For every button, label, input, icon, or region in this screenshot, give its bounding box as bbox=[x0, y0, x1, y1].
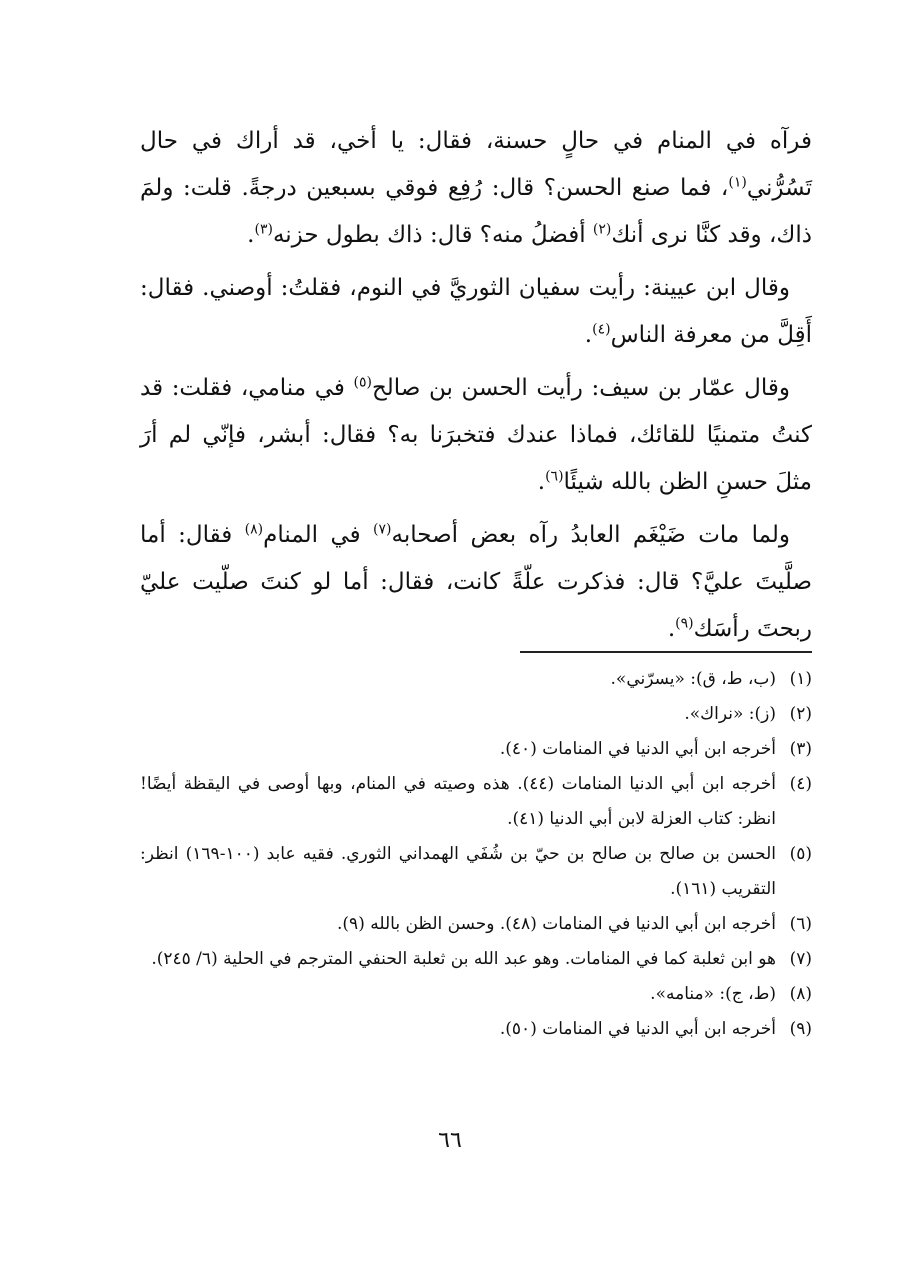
footnote-7 bbox=[140, 942, 812, 977]
footnote-9 bbox=[140, 1012, 812, 1047]
footnote-text: أخرجه ابن أبي الدنيا في المنامات (٥٠). bbox=[499, 1019, 776, 1039]
footnote-ref-1: (١) bbox=[728, 174, 747, 191]
footnote-1 bbox=[140, 662, 812, 697]
text-segment: في المنام bbox=[263, 522, 374, 548]
footnote-text: أخرجه ابن أبي الدنيا في المنامات (٤٠). bbox=[499, 739, 776, 759]
text-segment: أفضلُ منه؟ قال: ذاك بطول حزنه bbox=[272, 222, 593, 248]
footnote-ref-6: (٦) bbox=[545, 468, 564, 485]
footnote-number: (٨) bbox=[789, 984, 812, 1004]
text-segment: . bbox=[537, 469, 546, 495]
footnote-text: الحسن بن صالح بن صالح بن حيّ بن شُفَي الهمداني الثوري. فقيه عابد (١٠٠-١٦٩) انظر: التقريب (١٦١). bbox=[140, 844, 776, 899]
paragraph-2 bbox=[140, 265, 812, 359]
footnote-text: (ط، ج): «منامه». bbox=[650, 984, 776, 1004]
footnote-ref-2: (٢) bbox=[592, 221, 612, 238]
footnote-number: (٤) bbox=[789, 774, 812, 794]
text-segment: وقال ابن عيينة: رأيت سفيان الثوريَّ في النوم، فقلتُ: أوصني. فقال: أَقِلَّ من معرفة الناس bbox=[140, 275, 812, 348]
footnotes-list bbox=[140, 662, 812, 1047]
paragraph-1 bbox=[140, 118, 812, 259]
footnote-text: (ز): «نراك». bbox=[684, 704, 776, 724]
text-segment: فقال: أما صلَّيتَ عليَّ؟ قال: فذكرت علّةً كانت، فقال: أما لو كنتَ صلّيت عليّ ربحتَ رأسَك bbox=[140, 522, 812, 642]
footnote-text: (ب، ط، ق): «يسرّني». bbox=[610, 669, 776, 689]
footnote-4 bbox=[140, 767, 812, 837]
footnote-text: أخرجه ابن أبي الدنيا في المنامات (٤٨). وحسن الظن بالله (٩). bbox=[337, 914, 776, 934]
text-segment: ولما مات ضَيْغَم العابدُ رآه بعض أصحابه bbox=[391, 522, 791, 548]
footnote-number: (٣) bbox=[789, 739, 812, 759]
page-number: ٦٦ bbox=[438, 1128, 462, 1153]
footnote-8 bbox=[140, 977, 812, 1012]
footnote-ref-3: (٣) bbox=[254, 221, 273, 238]
footnote-text: هو ابن ثعلبة كما في المنامات. وهو عبد الله بن ثعلبة الحنفي المترجم في الحلية (٦/ ٢٤٥). bbox=[151, 949, 776, 969]
footnote-number: (١) bbox=[789, 669, 812, 689]
footnote-6 bbox=[140, 907, 812, 942]
text-segment: وقال عمّار بن سيف: رأيت الحسن بن صالح bbox=[371, 375, 790, 401]
footnote-3 bbox=[140, 732, 812, 767]
footnote-ref-8: (٨) bbox=[244, 521, 264, 538]
footnote-ref-9: (٩) bbox=[675, 615, 694, 632]
text-segment: . bbox=[584, 322, 593, 348]
text-segment: فرآه في المنام في حالٍ حسنة، فقال: يا أخي، قد أراك في حال تَسُرُّني bbox=[140, 128, 812, 201]
footnote-ref-7: (٧) bbox=[373, 521, 392, 538]
footnote-number: (٢) bbox=[789, 704, 812, 724]
text-segment: ، فما صنع الحسن؟ قال: رُفِع فوقي بسبعين درجةً. قلت: ولمَ ذاك، وقد كنَّا نرى أنك bbox=[140, 175, 812, 248]
footnote-2 bbox=[140, 697, 812, 732]
footnote-text: أخرجه ابن أبي الدنيا المنامات (٤٤). هذه وصيته في المنام، وبها أوصى في اليقظة أيضًا! انظر: كتاب العزلة لابن أبي الدنيا (٤١). bbox=[140, 774, 776, 829]
footnote-number: (٥) bbox=[789, 844, 812, 864]
footnote-number: (٧) bbox=[789, 949, 812, 969]
text-segment: . bbox=[247, 222, 255, 248]
paragraph-3 bbox=[140, 365, 812, 506]
footnote-number: (٦) bbox=[789, 914, 812, 934]
footnote-ref-5: (٥) bbox=[353, 374, 372, 391]
footnote-number: (٩) bbox=[789, 1019, 812, 1039]
text-segment: . bbox=[667, 616, 676, 642]
main-text bbox=[140, 118, 812, 659]
footnote-ref-4: (٤) bbox=[592, 321, 611, 338]
text-segment: في منامي، فقلت: قد كنتُ متمنيًا للقائك، فماذا عندك فتخبرَنا به؟ فقال: أبشر، فإنّي لم أرَ مثلَ حسنِ الظن بالله شيئًا bbox=[140, 375, 812, 495]
footnote-separator bbox=[520, 651, 812, 653]
paragraph-4 bbox=[140, 512, 812, 653]
footnote-5 bbox=[140, 837, 812, 907]
